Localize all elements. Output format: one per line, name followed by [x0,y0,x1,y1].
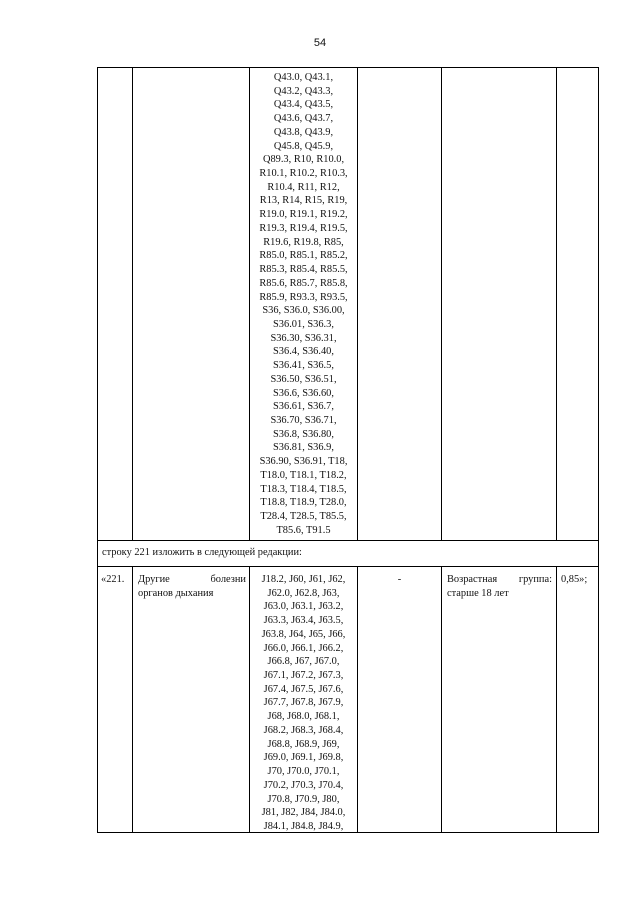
vline-4-row2 [441,566,442,833]
code-line: R85.3, R85.4, R85.5, [259,264,348,276]
vline-right [598,67,599,541]
code-line: S36.8, S36.80, [273,428,334,440]
vline-left-instruction [97,540,98,567]
code-line: Q43.6, Q43.7, [273,113,334,125]
code-line: S36.41, S36.5, [273,360,334,372]
code-line: Q43.8, Q43.9, [273,126,334,138]
row2-criteria-word: группа: [518,574,552,585]
code-line: S36.01, S36.3, [273,318,334,330]
code-line: J68.8, J68.9, J69, [267,738,340,750]
row2-name-line1 [138,573,246,587]
row2-criteria-cell [447,573,552,600]
code-line: J63.3, J63.4, J63.5, [263,615,344,627]
code-line: J66.0, J66.1, J66.2, [263,642,344,654]
code-line: S36, S36.0, S36.00, [262,305,345,317]
vline-right-instruction [598,540,599,567]
vline-1 [132,67,133,541]
code-line: S36.70, S36.71, [270,414,337,426]
code-line: J81, J82, J84, J84.0, [261,807,346,819]
code-line: J62.0, J62.8, J63, [267,587,340,599]
code-line: Q45.8, Q45.9, [273,140,334,152]
code-line: T85.6, T91.5 [276,524,331,536]
code-line: S36.30, S36.31, [270,332,337,344]
code-line: R85.6, R85.7, R85.8, [259,277,348,289]
code-line: S36.81, S36.9, [273,442,334,454]
code-line: S36.4, S36.40, [273,346,334,358]
vline-3 [357,67,358,541]
code-line: S36.61, S36.7, [273,401,334,413]
row2-coefficient: 0,85»; [561,574,588,585]
code-line: Q89.3, R10, R10.0, [262,154,345,166]
instruction-text: строку 221 изложить в следующей редакции: [102,547,302,558]
code-line: J63.8, J64, J65, J66, [261,628,346,640]
page-number: 54 [313,37,327,49]
row2-criteria-line2: старше 18 лет [447,587,509,599]
code-line: J69.0, J69.1, J69.8, [263,752,344,764]
instruction-bottom-border [97,566,599,567]
code-line: S36.6, S36.60, [273,387,334,399]
vline-right-row2 [598,566,599,833]
row2-criteria-line1 [447,573,552,587]
vline-5-row2 [556,566,557,833]
code-line: J63.0, J63.1, J63.2, [263,601,344,613]
vline-3-row2 [357,566,358,833]
code-line: J67.4, J67.5, J67.6, [263,683,344,695]
code-line: R85.9, R93.3, R93.5, [259,291,348,303]
row2-name-cell [138,573,246,600]
code-line: Q43.4, Q43.5, [273,99,334,111]
code-line: J70.8, J70.9, J80, [267,793,340,805]
code-line: Q43.0, Q43.1, [273,72,334,83]
vline-1-row2 [132,566,133,833]
row1-bottom-border [97,540,599,541]
code-line: R19.3, R19.4, R19.5, [259,222,348,234]
code-line: R13, R14, R15, R19, [259,195,348,207]
row2-number: «221. [101,574,125,585]
code-line: J18.2, J60, J61, J62, [261,574,346,585]
code-line: J67.1, J67.2, J67.3, [263,670,344,682]
code-line: R10.1, R10.2, R10.3, [259,168,348,180]
code-line: R85.0, R85.1, R85.2, [259,250,348,262]
code-line: R10.4, R11, R12, [267,181,340,193]
code-line: J70.2, J70.3, J70.4, [263,779,344,791]
code-line: J68.2, J68.3, J68.4, [263,724,344,736]
code-line: J67.7, J67.8, J67.9, [263,697,344,709]
code-line: J84.1, J84.8, J84.9, [263,820,344,832]
row1-codes-cell [250,71,357,537]
row2-criteria-word: Возрастная [447,574,498,585]
code-line: T28.4, T28.5, T85.5, [260,511,347,522]
code-line: J70, J70.0, J70.1, [267,766,340,778]
code-line: S36.50, S36.51, [270,373,337,385]
table-top-border [97,67,599,68]
row2-codes-cell [250,573,357,834]
vline-4 [441,67,442,541]
row2-name-word: Другие [138,574,170,585]
row2-name-word: болезни [210,574,246,585]
code-line: T18.3, T18.4, T18.5, [260,483,347,495]
code-line: J66.8, J67, J67.0, [267,656,340,668]
row2-name-line2: органов дыхания [138,587,214,599]
code-line: T18.0, T18.1, T18.2, [260,469,347,481]
vline-left-row2 [97,566,98,833]
code-line: T18.8, T18.9, T28.0, [260,497,347,509]
code-line: R19.6, R19.8, R85, [263,236,344,248]
vline-left [97,67,98,541]
row2-dash: - [397,574,402,585]
code-line: J68, J68.0, J68.1, [267,711,340,723]
code-line: S36.90, S36.91, T18, [259,456,348,468]
code-line: R19.0, R19.1, R19.2, [259,209,348,221]
code-line: Q43.2, Q43.3, [273,85,334,97]
vline-5 [556,67,557,541]
